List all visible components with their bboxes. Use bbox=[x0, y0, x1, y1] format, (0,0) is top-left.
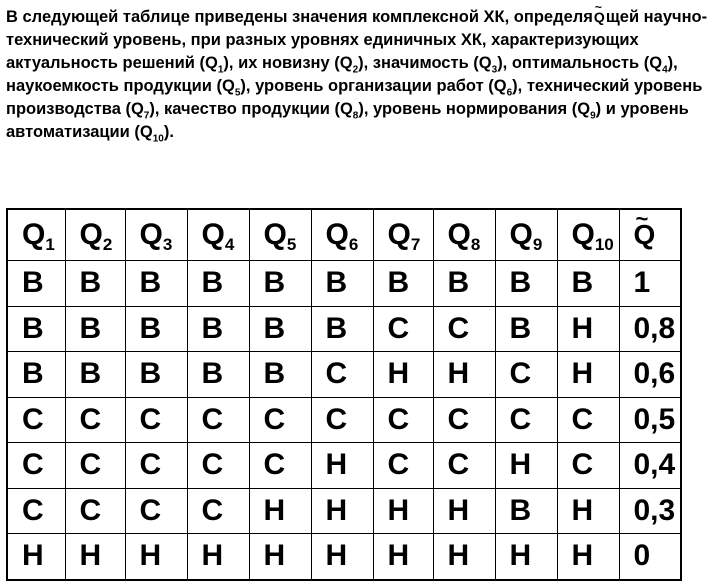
table-cell: Н bbox=[433, 488, 495, 534]
subscript: 6 bbox=[506, 87, 513, 99]
column-header-base: Q bbox=[387, 218, 411, 251]
subscript: 8 bbox=[352, 110, 359, 122]
table-cell: В bbox=[495, 261, 557, 307]
table-cell: В bbox=[187, 261, 249, 307]
table-cell: С bbox=[125, 488, 187, 534]
table-cell: 0,6 bbox=[619, 352, 681, 398]
table-cell: Н bbox=[65, 534, 125, 580]
table-cell: С bbox=[7, 443, 65, 489]
table-cell: В bbox=[311, 261, 373, 307]
table-cell: Н bbox=[249, 534, 311, 580]
table-cell: С bbox=[373, 443, 433, 489]
intro-text: В следующей таблице приведены значения комплексной ХК, определя bbox=[6, 8, 593, 26]
column-header bbox=[373, 209, 433, 261]
column-header-base: Q bbox=[447, 218, 471, 251]
table-cell: С bbox=[373, 397, 433, 443]
table-cell: В bbox=[125, 352, 187, 398]
subscript: 3 bbox=[491, 64, 498, 76]
table-cell: Н bbox=[373, 534, 433, 580]
table-cell: Н bbox=[557, 352, 619, 398]
table-cell: С bbox=[557, 443, 619, 489]
table-cell: Н bbox=[125, 534, 187, 580]
table-cell: С bbox=[7, 397, 65, 443]
table-row bbox=[7, 261, 681, 307]
subscript: 5 bbox=[234, 87, 241, 99]
table-cell: В bbox=[65, 261, 125, 307]
intro-text: щей научно-технический уровень, при разных уровнях единичных ХК, характеризующих актуальность решений (Q bbox=[6, 8, 708, 72]
table-cell: Н bbox=[433, 352, 495, 398]
intro-text: ). bbox=[163, 123, 174, 141]
table-cell: В bbox=[65, 306, 125, 352]
table-cell: 0,8 bbox=[619, 306, 681, 352]
column-header bbox=[557, 209, 619, 261]
table-cell: С bbox=[65, 443, 125, 489]
column-header-subscript: 10 bbox=[594, 235, 614, 254]
intro-text: ), уровень организации работ (Q bbox=[240, 77, 507, 95]
q-tilde-symbol: ~ Q bbox=[593, 6, 606, 29]
table-cell: В bbox=[495, 488, 557, 534]
column-header-subscript: 1 bbox=[45, 235, 55, 254]
table-cell: 0,3 bbox=[619, 488, 681, 534]
table-cell: Н bbox=[557, 534, 619, 580]
table-cell: Н bbox=[311, 443, 373, 489]
table-cell: Н bbox=[373, 352, 433, 398]
table-cell: 0 bbox=[619, 534, 681, 580]
intro-text: ), качество продукции (Q bbox=[149, 100, 353, 118]
table-body bbox=[7, 261, 681, 580]
intro-text: ) и уровень автоматизации (Q bbox=[6, 100, 689, 141]
column-header-subscript: 5 bbox=[286, 235, 297, 254]
column-header-subscript: 2 bbox=[102, 235, 113, 254]
column-header-base: Q bbox=[22, 218, 46, 251]
column-header bbox=[125, 209, 187, 261]
column-header bbox=[249, 209, 311, 261]
column-header-base: Q bbox=[509, 218, 533, 251]
subscript: 9 bbox=[590, 110, 596, 122]
table-cell: С bbox=[125, 397, 187, 443]
table-cell: В bbox=[65, 352, 125, 398]
table-cell: С bbox=[187, 488, 249, 534]
table-cell: С bbox=[187, 443, 249, 489]
table-cell: Н bbox=[495, 443, 557, 489]
table-cell: В bbox=[125, 306, 187, 352]
table-cell: С bbox=[433, 397, 495, 443]
table-cell: В bbox=[187, 352, 249, 398]
table-cell: С bbox=[433, 306, 495, 352]
table-cell: В bbox=[495, 306, 557, 352]
table-cell: Н bbox=[311, 534, 373, 580]
column-header bbox=[619, 209, 681, 261]
table-cell: 0,4 bbox=[619, 443, 681, 489]
table-cell: В bbox=[433, 261, 495, 307]
table-row bbox=[7, 443, 681, 489]
table-cell: 0,5 bbox=[619, 397, 681, 443]
table-cell: В bbox=[249, 261, 311, 307]
table-cell: Н bbox=[7, 534, 65, 580]
table-cell: Н bbox=[249, 488, 311, 534]
table-cell: Н bbox=[373, 488, 433, 534]
column-header-base: Q bbox=[201, 218, 225, 251]
table-cell: В bbox=[311, 306, 373, 352]
table-cell: С bbox=[311, 352, 373, 398]
table-cell: 1 bbox=[619, 261, 681, 307]
table-cell: С bbox=[311, 397, 373, 443]
table-row bbox=[7, 397, 681, 443]
column-header-base: Q bbox=[571, 218, 595, 251]
intro-paragraph bbox=[6, 6, 716, 144]
table-row bbox=[7, 306, 681, 352]
table-cell: В bbox=[7, 261, 65, 307]
column-header-base: ~ Q bbox=[634, 220, 656, 250]
subscript: 4 bbox=[662, 64, 668, 76]
table-cell: В bbox=[7, 306, 65, 352]
table-cell: С bbox=[433, 443, 495, 489]
table-cell: С bbox=[125, 443, 187, 489]
column-header-base: Q bbox=[325, 218, 349, 251]
table-cell: В bbox=[7, 352, 65, 398]
intro-text: ), значимость (Q bbox=[358, 54, 492, 72]
intro-text: ), уровень нормирования (Q bbox=[358, 100, 591, 118]
table-row bbox=[7, 534, 681, 580]
subscript: 1 bbox=[217, 64, 224, 76]
column-header bbox=[7, 209, 65, 261]
column-header bbox=[187, 209, 249, 261]
table-cell: В bbox=[249, 306, 311, 352]
table-cell: В bbox=[125, 261, 187, 307]
table-cell: Н bbox=[495, 534, 557, 580]
column-header bbox=[65, 209, 125, 261]
table-cell: Н bbox=[311, 488, 373, 534]
table-cell: В bbox=[187, 306, 249, 352]
column-header-subscript: 7 bbox=[410, 235, 421, 254]
table-cell: С bbox=[65, 397, 125, 443]
column-header-subscript: 8 bbox=[470, 235, 481, 254]
table-cell: С bbox=[65, 488, 125, 534]
column-header bbox=[311, 209, 373, 261]
subscript: 2 bbox=[352, 64, 359, 76]
table-cell: Н bbox=[187, 534, 249, 580]
table-cell: В bbox=[557, 261, 619, 307]
table-cell: Н bbox=[557, 488, 619, 534]
table-cell: В bbox=[373, 261, 433, 307]
table-cell: Н bbox=[557, 306, 619, 352]
table-cell: В bbox=[249, 352, 311, 398]
column-header-base: Q bbox=[263, 218, 287, 251]
intro-text: ), наукоемкость продукции (Q bbox=[6, 54, 678, 95]
column-header-subscript: 4 bbox=[224, 235, 235, 254]
table-cell: С bbox=[495, 397, 557, 443]
column-header-subscript: 6 bbox=[348, 235, 359, 254]
header-row bbox=[7, 209, 681, 261]
table-cell: С bbox=[249, 443, 311, 489]
table-cell: С bbox=[187, 397, 249, 443]
column-header bbox=[433, 209, 495, 261]
quality-matrix-table bbox=[6, 208, 682, 581]
subscript: 7 bbox=[143, 110, 150, 122]
table-cell: С bbox=[495, 352, 557, 398]
table-cell: Н bbox=[433, 534, 495, 580]
table-row bbox=[7, 488, 681, 534]
intro-text: ), их новизну (Q bbox=[223, 54, 353, 72]
table-row bbox=[7, 352, 681, 398]
column-header-base: Q bbox=[139, 218, 163, 251]
column-header-subscript: 9 bbox=[532, 235, 543, 254]
table-cell: С bbox=[557, 397, 619, 443]
intro-text: ), оптимальность (Q bbox=[497, 54, 663, 72]
column-header-subscript: 3 bbox=[162, 235, 173, 254]
table-cell: С bbox=[373, 306, 433, 352]
table-cell: С bbox=[249, 397, 311, 443]
column-header bbox=[495, 209, 557, 261]
column-header-base: Q bbox=[79, 218, 103, 251]
table-cell: С bbox=[7, 488, 65, 534]
intro-text: ), технический уровень производства (Q bbox=[6, 77, 703, 118]
subscript: 10 bbox=[152, 133, 164, 145]
